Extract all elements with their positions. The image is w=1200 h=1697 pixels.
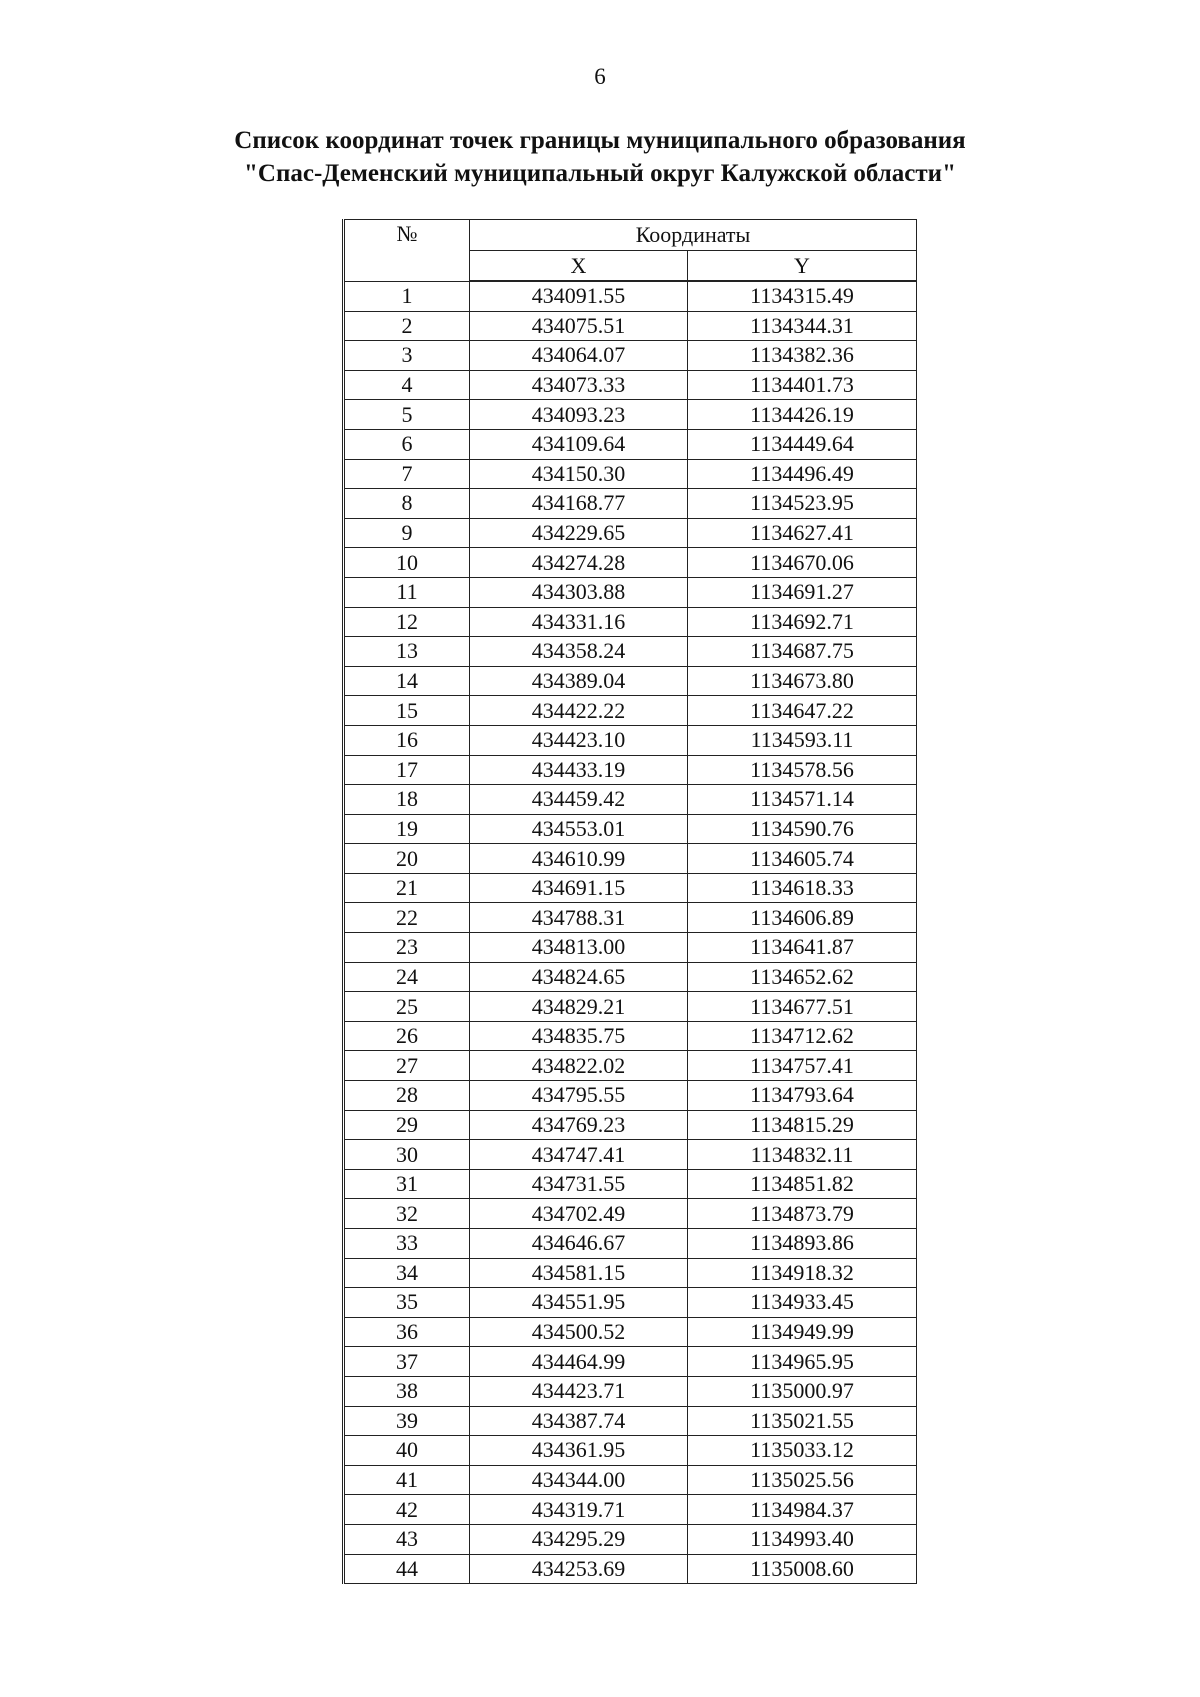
table-row xyxy=(344,370,917,400)
table-row xyxy=(344,429,917,459)
point-number-cell: 20 xyxy=(344,844,470,874)
table-row xyxy=(344,873,917,903)
point-number-cell: 28 xyxy=(344,1081,470,1111)
y-coordinate-cell: 1134571.14 xyxy=(688,785,917,815)
x-coordinate-cell: 434500.52 xyxy=(470,1317,688,1347)
point-number-cell: 22 xyxy=(344,903,470,933)
x-coordinate-cell: 434073.33 xyxy=(470,370,688,400)
y-coordinate-cell: 1134965.95 xyxy=(688,1347,917,1377)
y-coordinate-cell: 1134677.51 xyxy=(688,992,917,1022)
table-row xyxy=(344,844,917,874)
y-coordinate-cell: 1134949.99 xyxy=(688,1317,917,1347)
y-coordinate-cell: 1134933.45 xyxy=(688,1288,917,1318)
x-coordinate-cell: 434551.95 xyxy=(470,1288,688,1318)
point-number-cell: 21 xyxy=(344,873,470,903)
point-number-cell: 31 xyxy=(344,1169,470,1199)
table-row xyxy=(344,666,917,696)
x-coordinate-cell: 434389.04 xyxy=(470,666,688,696)
x-coordinate-cell: 434702.49 xyxy=(470,1199,688,1229)
y-coordinate-cell: 1134893.86 xyxy=(688,1229,917,1259)
y-coordinate-cell: 1134344.31 xyxy=(688,311,917,341)
x-coordinate-cell: 434229.65 xyxy=(470,518,688,548)
y-coordinate-cell: 1134590.76 xyxy=(688,814,917,844)
point-number-cell: 37 xyxy=(344,1347,470,1377)
y-coordinate-cell: 1135008.60 xyxy=(688,1554,917,1584)
table-row xyxy=(344,1229,917,1259)
x-coordinate-cell: 434824.65 xyxy=(470,962,688,992)
y-coordinate-cell: 1135000.97 xyxy=(688,1376,917,1406)
y-coordinate-cell: 1134606.89 xyxy=(688,903,917,933)
point-number-cell: 7 xyxy=(344,459,470,489)
table-row xyxy=(344,903,917,933)
table-row xyxy=(344,400,917,430)
point-number-cell: 38 xyxy=(344,1376,470,1406)
point-number-cell: 8 xyxy=(344,489,470,519)
table-row xyxy=(344,1436,917,1466)
x-coordinate-cell: 434387.74 xyxy=(470,1406,688,1436)
y-coordinate-cell: 1134382.36 xyxy=(688,341,917,371)
y-coordinate-cell: 1134641.87 xyxy=(688,933,917,963)
table-row xyxy=(344,637,917,667)
table-row xyxy=(344,1110,917,1140)
table-row xyxy=(344,518,917,548)
x-coordinate-cell: 434093.23 xyxy=(470,400,688,430)
x-coordinate-cell: 434358.24 xyxy=(470,637,688,667)
table-row xyxy=(344,1140,917,1170)
table-row xyxy=(344,992,917,1022)
y-coordinate-cell: 1134673.80 xyxy=(688,666,917,696)
x-coordinate-cell: 434822.02 xyxy=(470,1051,688,1081)
y-coordinate-cell: 1135025.56 xyxy=(688,1465,917,1495)
x-coordinate-cell: 434064.07 xyxy=(470,341,688,371)
point-number-cell: 1 xyxy=(344,281,470,311)
point-number-cell: 36 xyxy=(344,1317,470,1347)
point-number-cell: 34 xyxy=(344,1258,470,1288)
y-coordinate-cell: 1134815.29 xyxy=(688,1110,917,1140)
table-row xyxy=(344,1554,917,1584)
point-number-cell: 12 xyxy=(344,607,470,637)
table-row xyxy=(344,1169,917,1199)
y-coordinate-cell: 1134315.49 xyxy=(688,281,917,311)
y-coordinate-cell: 1134692.71 xyxy=(688,607,917,637)
x-coordinate-cell: 434788.31 xyxy=(470,903,688,933)
point-number-cell: 35 xyxy=(344,1288,470,1318)
x-coordinate-cell: 434731.55 xyxy=(470,1169,688,1199)
table-row xyxy=(344,1406,917,1436)
point-number-cell: 17 xyxy=(344,755,470,785)
table-row xyxy=(344,341,917,371)
coordinates-table-body xyxy=(344,281,917,1584)
x-coordinate-cell: 434168.77 xyxy=(470,489,688,519)
x-coordinate-cell: 434747.41 xyxy=(470,1140,688,1170)
y-coordinate-cell: 1134757.41 xyxy=(688,1051,917,1081)
table-row xyxy=(344,1258,917,1288)
point-number-cell: 44 xyxy=(344,1554,470,1584)
y-coordinate-cell: 1134578.56 xyxy=(688,755,917,785)
point-number-cell: 25 xyxy=(344,992,470,1022)
table-row xyxy=(344,962,917,992)
table-row xyxy=(344,607,917,637)
x-coordinate-cell: 434835.75 xyxy=(470,1021,688,1051)
header-y: Y xyxy=(688,251,917,282)
y-coordinate-cell: 1134851.82 xyxy=(688,1169,917,1199)
table-row xyxy=(344,1465,917,1495)
title-line-2: "Спас-Деменский муниципальный округ Калужской области" xyxy=(244,160,956,187)
x-coordinate-cell: 434150.30 xyxy=(470,459,688,489)
point-number-cell: 16 xyxy=(344,725,470,755)
y-coordinate-cell: 1134618.33 xyxy=(688,873,917,903)
x-coordinate-cell: 434829.21 xyxy=(470,992,688,1022)
table-row xyxy=(344,1317,917,1347)
point-number-cell: 27 xyxy=(344,1051,470,1081)
y-coordinate-cell: 1134496.49 xyxy=(688,459,917,489)
table-row xyxy=(344,1495,917,1525)
y-coordinate-cell: 1134793.64 xyxy=(688,1081,917,1111)
table-row xyxy=(344,489,917,519)
x-coordinate-cell: 434459.42 xyxy=(470,785,688,815)
x-coordinate-cell: 434769.23 xyxy=(470,1110,688,1140)
coordinates-table xyxy=(342,219,917,1584)
point-number-cell: 33 xyxy=(344,1229,470,1259)
point-number-cell: 42 xyxy=(344,1495,470,1525)
y-coordinate-cell: 1134691.27 xyxy=(688,577,917,607)
point-number-cell: 43 xyxy=(344,1524,470,1554)
table-row xyxy=(344,1288,917,1318)
point-number-cell: 39 xyxy=(344,1406,470,1436)
table-row xyxy=(344,1347,917,1377)
y-coordinate-cell: 1134873.79 xyxy=(688,1199,917,1229)
y-coordinate-cell: 1134832.11 xyxy=(688,1140,917,1170)
table-row xyxy=(344,696,917,726)
x-coordinate-cell: 434303.88 xyxy=(470,577,688,607)
y-coordinate-cell: 1134627.41 xyxy=(688,518,917,548)
point-number-cell: 6 xyxy=(344,429,470,459)
x-coordinate-cell: 434691.15 xyxy=(470,873,688,903)
point-number-cell: 5 xyxy=(344,400,470,430)
header-coordinates: Координаты xyxy=(470,220,917,251)
x-coordinate-cell: 434423.71 xyxy=(470,1376,688,1406)
y-coordinate-cell: 1134426.19 xyxy=(688,400,917,430)
point-number-cell: 23 xyxy=(344,933,470,963)
y-coordinate-cell: 1135033.12 xyxy=(688,1436,917,1466)
x-coordinate-cell: 434795.55 xyxy=(470,1081,688,1111)
point-number-cell: 19 xyxy=(344,814,470,844)
table-row xyxy=(344,577,917,607)
y-coordinate-cell: 1135021.55 xyxy=(688,1406,917,1436)
y-coordinate-cell: 1134712.62 xyxy=(688,1021,917,1051)
table-row xyxy=(344,548,917,578)
x-coordinate-cell: 434331.16 xyxy=(470,607,688,637)
y-coordinate-cell: 1134605.74 xyxy=(688,844,917,874)
x-coordinate-cell: 434433.19 xyxy=(470,755,688,785)
x-coordinate-cell: 434274.28 xyxy=(470,548,688,578)
header-number: № xyxy=(344,220,470,282)
table-row xyxy=(344,459,917,489)
y-coordinate-cell: 1134593.11 xyxy=(688,725,917,755)
point-number-cell: 14 xyxy=(344,666,470,696)
x-coordinate-cell: 434344.00 xyxy=(470,1465,688,1495)
point-number-cell: 15 xyxy=(344,696,470,726)
point-number-cell: 32 xyxy=(344,1199,470,1229)
page-number: 6 xyxy=(594,64,606,89)
point-number-cell: 9 xyxy=(344,518,470,548)
y-coordinate-cell: 1134670.06 xyxy=(688,548,917,578)
table-row xyxy=(344,725,917,755)
table-row xyxy=(344,1524,917,1554)
table-row xyxy=(344,785,917,815)
x-coordinate-cell: 434075.51 xyxy=(470,311,688,341)
y-coordinate-cell: 1134993.40 xyxy=(688,1524,917,1554)
table-row xyxy=(344,1199,917,1229)
x-coordinate-cell: 434253.69 xyxy=(470,1554,688,1584)
point-number-cell: 13 xyxy=(344,637,470,667)
x-coordinate-cell: 434091.55 xyxy=(470,281,688,311)
table-row xyxy=(344,281,917,311)
x-coordinate-cell: 434553.01 xyxy=(470,814,688,844)
x-coordinate-cell: 434813.00 xyxy=(470,933,688,963)
table-row xyxy=(344,1051,917,1081)
point-number-cell: 26 xyxy=(344,1021,470,1051)
point-number-cell: 18 xyxy=(344,785,470,815)
title-line-1: Список координат точек границы муниципального образования xyxy=(234,127,966,154)
y-coordinate-cell: 1134401.73 xyxy=(688,370,917,400)
header-x: X xyxy=(470,251,688,282)
point-number-cell: 24 xyxy=(344,962,470,992)
x-coordinate-cell: 434109.64 xyxy=(470,429,688,459)
table-row xyxy=(344,311,917,341)
x-coordinate-cell: 434610.99 xyxy=(470,844,688,874)
y-coordinate-cell: 1134647.22 xyxy=(688,696,917,726)
x-coordinate-cell: 434423.10 xyxy=(470,725,688,755)
point-number-cell: 40 xyxy=(344,1436,470,1466)
point-number-cell: 29 xyxy=(344,1110,470,1140)
y-coordinate-cell: 1134984.37 xyxy=(688,1495,917,1525)
point-number-cell: 10 xyxy=(344,548,470,578)
x-coordinate-cell: 434422.22 xyxy=(470,696,688,726)
x-coordinate-cell: 434581.15 xyxy=(470,1258,688,1288)
table-row xyxy=(344,1081,917,1111)
x-coordinate-cell: 434319.71 xyxy=(470,1495,688,1525)
y-coordinate-cell: 1134652.62 xyxy=(688,962,917,992)
table-row xyxy=(344,755,917,785)
x-coordinate-cell: 434646.67 xyxy=(470,1229,688,1259)
point-number-cell: 30 xyxy=(344,1140,470,1170)
x-coordinate-cell: 434464.99 xyxy=(470,1347,688,1377)
y-coordinate-cell: 1134449.64 xyxy=(688,429,917,459)
point-number-cell: 3 xyxy=(344,341,470,371)
point-number-cell: 2 xyxy=(344,311,470,341)
point-number-cell: 41 xyxy=(344,1465,470,1495)
table-row xyxy=(344,814,917,844)
y-coordinate-cell: 1134918.32 xyxy=(688,1258,917,1288)
point-number-cell: 4 xyxy=(344,370,470,400)
x-coordinate-cell: 434295.29 xyxy=(470,1524,688,1554)
table-row xyxy=(344,1021,917,1051)
y-coordinate-cell: 1134687.75 xyxy=(688,637,917,667)
table-row xyxy=(344,933,917,963)
y-coordinate-cell: 1134523.95 xyxy=(688,489,917,519)
x-coordinate-cell: 434361.95 xyxy=(470,1436,688,1466)
point-number-cell: 11 xyxy=(344,577,470,607)
document-title xyxy=(0,124,1200,190)
table-row xyxy=(344,1376,917,1406)
